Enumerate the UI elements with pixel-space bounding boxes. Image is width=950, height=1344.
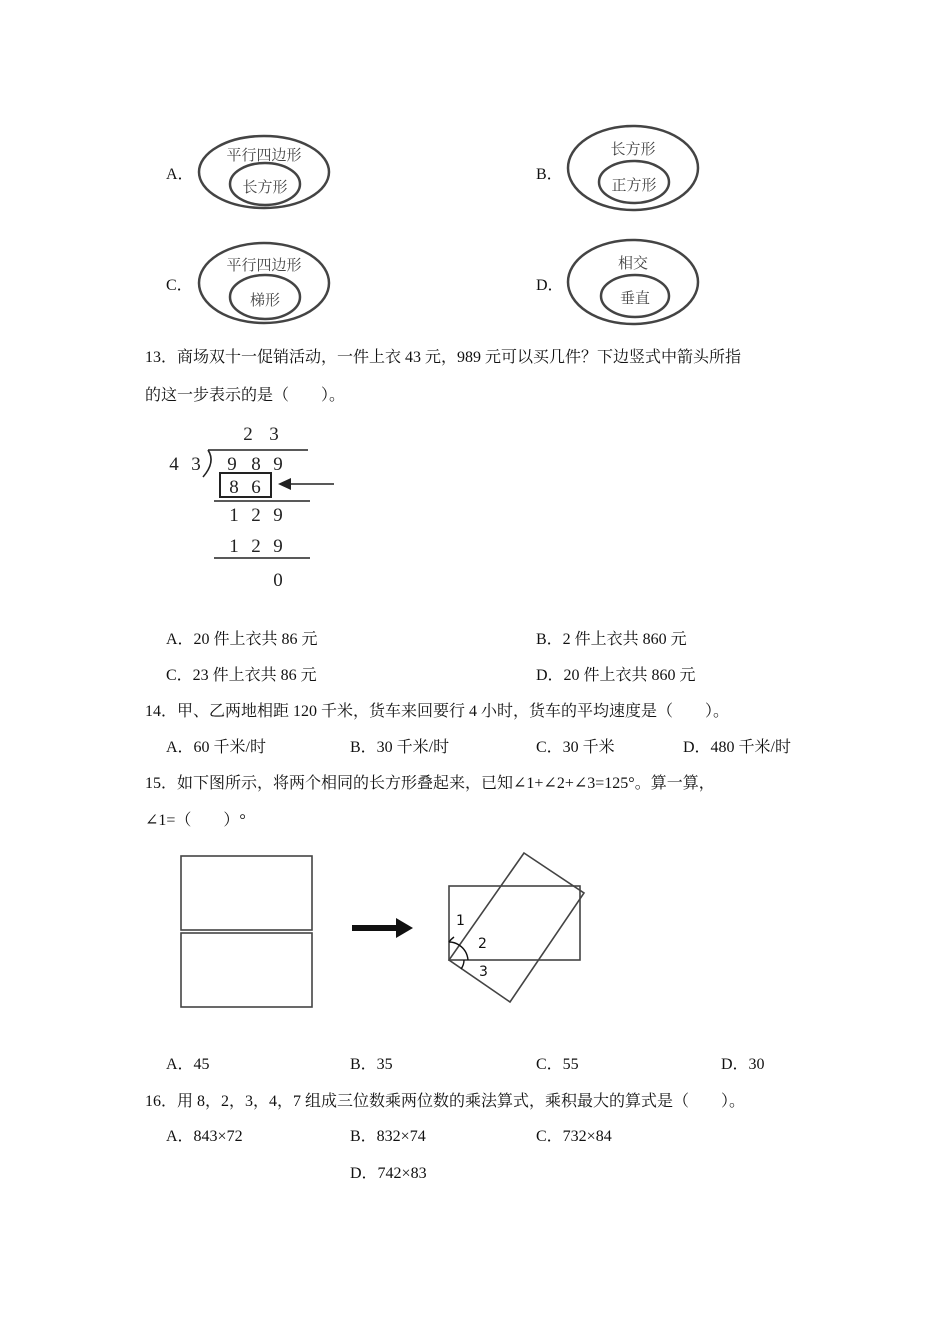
transform-arrow-head: [396, 918, 413, 938]
rectangle-bottom: [181, 933, 312, 1007]
q14-option-d[interactable]: D．480 千米/时: [683, 739, 792, 756]
q13-option-a[interactable]: A．20 件上衣共 86 元: [166, 631, 318, 648]
division-final-remainder: 0: [273, 570, 283, 591]
angle-arc-1: [449, 942, 459, 945]
angle-label-2: 2: [478, 936, 487, 952]
venn-outer-label: 平行四边形: [226, 146, 302, 164]
division-divisor-digit: 4: [169, 454, 179, 475]
q13-question-line2: 的这一步表示的是（ ）。: [145, 387, 346, 404]
division-remainder1-digit: 2: [251, 505, 261, 526]
q13-option-b[interactable]: B．2 件上衣共 860 元: [536, 631, 687, 648]
division-highlight-box: [220, 473, 271, 497]
q13-long-division: [160, 415, 350, 595]
venn-inner-label: 长方形: [242, 178, 288, 196]
q16-option-b[interactable]: B．832×74: [350, 1128, 426, 1145]
q14-question: 14．甲、乙两地相距 120 千米，货车来回要行 4 小时，货车的平均速度是（ ）。: [145, 703, 730, 720]
transform-arrow-shaft: [352, 925, 398, 931]
q16-question: 16．用 8，2，3，4，7 组成三位数乘两位数的乘法算式，乘积最大的算式是（ ）。: [145, 1093, 746, 1110]
q12-option-c-venn: [196, 240, 336, 330]
division-dividend-digit: 9: [227, 454, 237, 475]
division-quotient-digit: 3: [269, 424, 279, 445]
q13-question-line1: 13．商场双十一促销活动，一件上衣 43 元，989 元可以买几件？下边竖式中箭头所指: [145, 349, 742, 366]
pointer-arrow-head: [278, 478, 291, 490]
division-remainder1-digit: 1: [229, 505, 239, 526]
q12-option-d-letter: D．: [536, 277, 564, 294]
angle-label-1: 1: [456, 913, 465, 929]
venn-inner-label: 梯形: [249, 291, 281, 309]
venn-inner-label: 垂直: [619, 289, 651, 307]
q15-option-d[interactable]: D．30: [721, 1056, 765, 1073]
q15-option-c[interactable]: C．55: [536, 1056, 579, 1073]
division-bracket: [203, 450, 211, 477]
division-dividend-digit: 9: [273, 454, 283, 475]
rectangle-rotated: [449, 853, 584, 1002]
angle-arc-3: [461, 960, 464, 969]
q12-option-a-venn: [196, 134, 336, 214]
division-quotient-digit: 2: [243, 424, 253, 445]
division-step1-digit: 8: [229, 477, 239, 498]
q13-option-d[interactable]: D．20 件上衣共 860 元: [536, 667, 696, 684]
venn-inner-label: 正方形: [611, 176, 657, 194]
q14-option-a[interactable]: A．60 千米/时: [166, 739, 267, 756]
q15-option-b[interactable]: B．35: [350, 1056, 393, 1073]
rectangle-horizontal: [449, 886, 580, 960]
division-divisor-digit: 3: [191, 454, 201, 475]
q15-option-a[interactable]: A．45: [166, 1056, 210, 1073]
division-step1-digit: 6: [251, 477, 261, 498]
rectangle-top: [181, 856, 312, 930]
q12-option-b-letter: B．: [536, 166, 563, 183]
q12-option-a-letter: A．: [166, 166, 194, 183]
angle-arc-2: [459, 945, 468, 960]
q12-option-d-venn: [565, 237, 705, 329]
q14-option-c[interactable]: C．30 千米: [536, 739, 615, 756]
q15-question-line1: 15．如下图所示，将两个相同的长方形叠起来，已知∠1+∠2+∠3=125°。算一算，: [145, 775, 715, 792]
q16-option-a[interactable]: A．843×72: [166, 1128, 243, 1145]
division-remainder1-digit: 9: [273, 505, 283, 526]
division-dividend-digit: 8: [251, 454, 261, 475]
q15-question-line2: ∠1=（ ）°: [145, 812, 246, 829]
division-step2-digit: 9: [273, 536, 283, 557]
venn-outer-label: 相交: [617, 254, 649, 272]
q12-option-b-venn: [565, 124, 705, 216]
q14-option-b[interactable]: B．30 千米/时: [350, 739, 450, 756]
q12-option-c-letter: C．: [166, 277, 193, 294]
q16-option-c[interactable]: C．732×84: [536, 1128, 612, 1145]
angle-label-3: 3: [479, 964, 488, 980]
q16-option-d[interactable]: D．742×83: [350, 1165, 427, 1182]
venn-outer-label: 长方形: [610, 140, 656, 158]
venn-outer-label: 平行四边形: [226, 256, 302, 274]
q15-rectangles-figure: [170, 845, 600, 1020]
division-step2-digit: 2: [251, 536, 261, 557]
division-step2-digit: 1: [229, 536, 239, 557]
q13-option-c[interactable]: C．23 件上衣共 86 元: [166, 667, 317, 684]
